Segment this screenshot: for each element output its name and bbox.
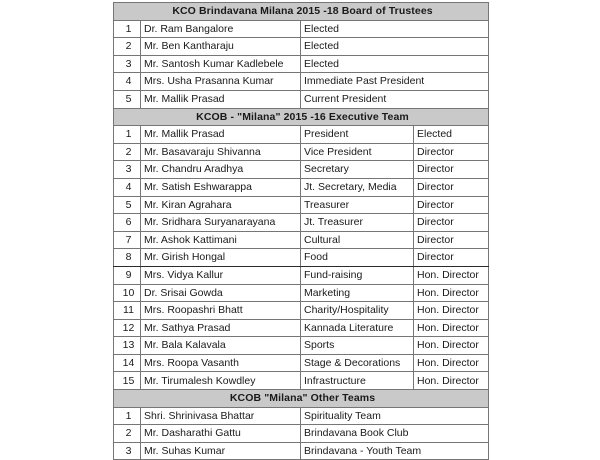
member-name: Mr. Mallik Prasad	[141, 126, 301, 144]
member-role: Stage & Decorations	[301, 354, 414, 372]
table-row	[114, 425, 489, 443]
row-number: 13	[114, 337, 141, 355]
member-role: Immediate Past President	[301, 73, 489, 91]
member-role: Infrastructure	[301, 372, 414, 390]
row-number: 14	[114, 354, 141, 372]
table-row	[114, 161, 489, 179]
table-row	[114, 178, 489, 196]
member-role: Charity/Hospitality	[301, 302, 414, 320]
member-status: Elected	[414, 126, 489, 144]
member-role: Elected	[301, 38, 489, 56]
member-name: Mrs. Roopa Vasanth	[141, 354, 301, 372]
member-role: Cultural	[301, 231, 414, 249]
member-role: Secretary	[301, 161, 414, 179]
member-name: Mr. Dasharathi Gattu	[141, 425, 301, 443]
table-row	[114, 354, 489, 372]
member-role: Food	[301, 249, 414, 267]
table-row	[114, 372, 489, 390]
row-number: 15	[114, 372, 141, 390]
table-row	[114, 337, 489, 355]
row-number: 2	[114, 38, 141, 56]
table-row	[114, 143, 489, 161]
member-role: President	[301, 126, 414, 144]
member-name: Mr. Chandru Aradhya	[141, 161, 301, 179]
table-row	[114, 319, 489, 337]
row-number: 2	[114, 425, 141, 443]
member-role: Brindavana - Youth Team	[301, 442, 489, 460]
member-role: Current President	[301, 90, 489, 108]
table-row	[114, 126, 489, 144]
row-number: 10	[114, 284, 141, 302]
member-name: Dr. Srisai Gowda	[141, 284, 301, 302]
row-number: 3	[114, 55, 141, 73]
section-header-row	[114, 3, 489, 21]
member-name: Mr. Sathya Prasad	[141, 319, 301, 337]
row-number: 3	[114, 161, 141, 179]
member-status: Director	[414, 178, 489, 196]
member-name: Mr. Bala Kalavala	[141, 337, 301, 355]
row-number: 6	[114, 214, 141, 232]
member-name: Dr. Ram Bangalore	[141, 20, 301, 38]
row-number: 9	[114, 266, 141, 284]
member-name: Mr. Basavaraju Shivanna	[141, 143, 301, 161]
row-number: 4	[114, 178, 141, 196]
member-role: Jt. Treasurer	[301, 214, 414, 232]
member-name: Mr. Ashok Kattimani	[141, 231, 301, 249]
section-header-executive-team: KCOB - "Milana" 2015 -16 Executive Team	[114, 108, 489, 126]
row-number: 12	[114, 319, 141, 337]
member-status: Hon. Director	[414, 284, 489, 302]
section-header-row	[114, 108, 489, 126]
table-row	[114, 284, 489, 302]
row-number: 1	[114, 126, 141, 144]
table-row	[114, 231, 489, 249]
roster-table	[113, 2, 489, 460]
section-header-row	[114, 390, 489, 408]
member-status: Director	[414, 214, 489, 232]
table-row	[114, 442, 489, 460]
row-number: 1	[114, 20, 141, 38]
row-number: 5	[114, 90, 141, 108]
member-status: Hon. Director	[414, 337, 489, 355]
row-number: 2	[114, 143, 141, 161]
member-name: Mrs. Usha Prasanna Kumar	[141, 73, 301, 91]
row-number: 7	[114, 231, 141, 249]
member-role: Marketing	[301, 284, 414, 302]
member-name: Mr. Santosh Kumar Kadlebele	[141, 55, 301, 73]
table-row	[114, 214, 489, 232]
table-row	[114, 73, 489, 91]
member-role: Treasurer	[301, 196, 414, 214]
table-row	[114, 249, 489, 267]
member-role: Sports	[301, 337, 414, 355]
roster-table-container	[113, 2, 488, 460]
table-row	[114, 266, 489, 284]
member-status: Hon. Director	[414, 319, 489, 337]
table-row	[114, 302, 489, 320]
member-status: Hon. Director	[414, 354, 489, 372]
member-role: Vice President	[301, 143, 414, 161]
table-row	[114, 90, 489, 108]
table-row	[114, 20, 489, 38]
member-status: Hon. Director	[414, 302, 489, 320]
member-status: Director	[414, 231, 489, 249]
member-role: Spirituality Team	[301, 407, 489, 425]
member-name: Mrs. Vidya Kallur	[141, 266, 301, 284]
member-role: Elected	[301, 20, 489, 38]
member-role: Elected	[301, 55, 489, 73]
member-role: Fund-raising	[301, 266, 414, 284]
row-number: 4	[114, 73, 141, 91]
member-status: Hon. Director	[414, 372, 489, 390]
member-name: Mr. Ben Kantharaju	[141, 38, 301, 56]
row-number: 11	[114, 302, 141, 320]
table-row	[114, 55, 489, 73]
member-name: Mr. Girish Hongal	[141, 249, 301, 267]
member-name: Mr. Kiran Agrahara	[141, 196, 301, 214]
roster-table-body	[114, 3, 489, 460]
member-name: Mr. Satish Eshwarappa	[141, 178, 301, 196]
member-role: Jt. Secretary, Media	[301, 178, 414, 196]
member-name: Mr. Mallik Prasad	[141, 90, 301, 108]
member-name: Mr. Tirumalesh Kowdley	[141, 372, 301, 390]
table-row	[114, 407, 489, 425]
row-number: 1	[114, 407, 141, 425]
section-header-board-of-trustees: KCO Brindavana Milana 2015 -18 Board of Trustees	[114, 3, 489, 21]
member-role: Kannada Literature	[301, 319, 414, 337]
member-status: Director	[414, 143, 489, 161]
member-status: Director	[414, 249, 489, 267]
row-number: 8	[114, 249, 141, 267]
member-role: Brindavana Book Club	[301, 425, 489, 443]
table-row	[114, 38, 489, 56]
row-number: 5	[114, 196, 141, 214]
member-name: Mrs. Roopashri Bhatt	[141, 302, 301, 320]
member-status: Director	[414, 196, 489, 214]
member-name: Mr. Sridhara Suryanarayana	[141, 214, 301, 232]
member-status: Director	[414, 161, 489, 179]
member-name: Mr. Suhas Kumar	[141, 442, 301, 460]
member-status: Hon. Director	[414, 266, 489, 284]
row-number: 3	[114, 442, 141, 460]
member-name: Shri. Shrinivasa Bhattar	[141, 407, 301, 425]
section-header-other-teams: KCOB "Milana" Other Teams	[114, 390, 489, 408]
table-row	[114, 196, 489, 214]
